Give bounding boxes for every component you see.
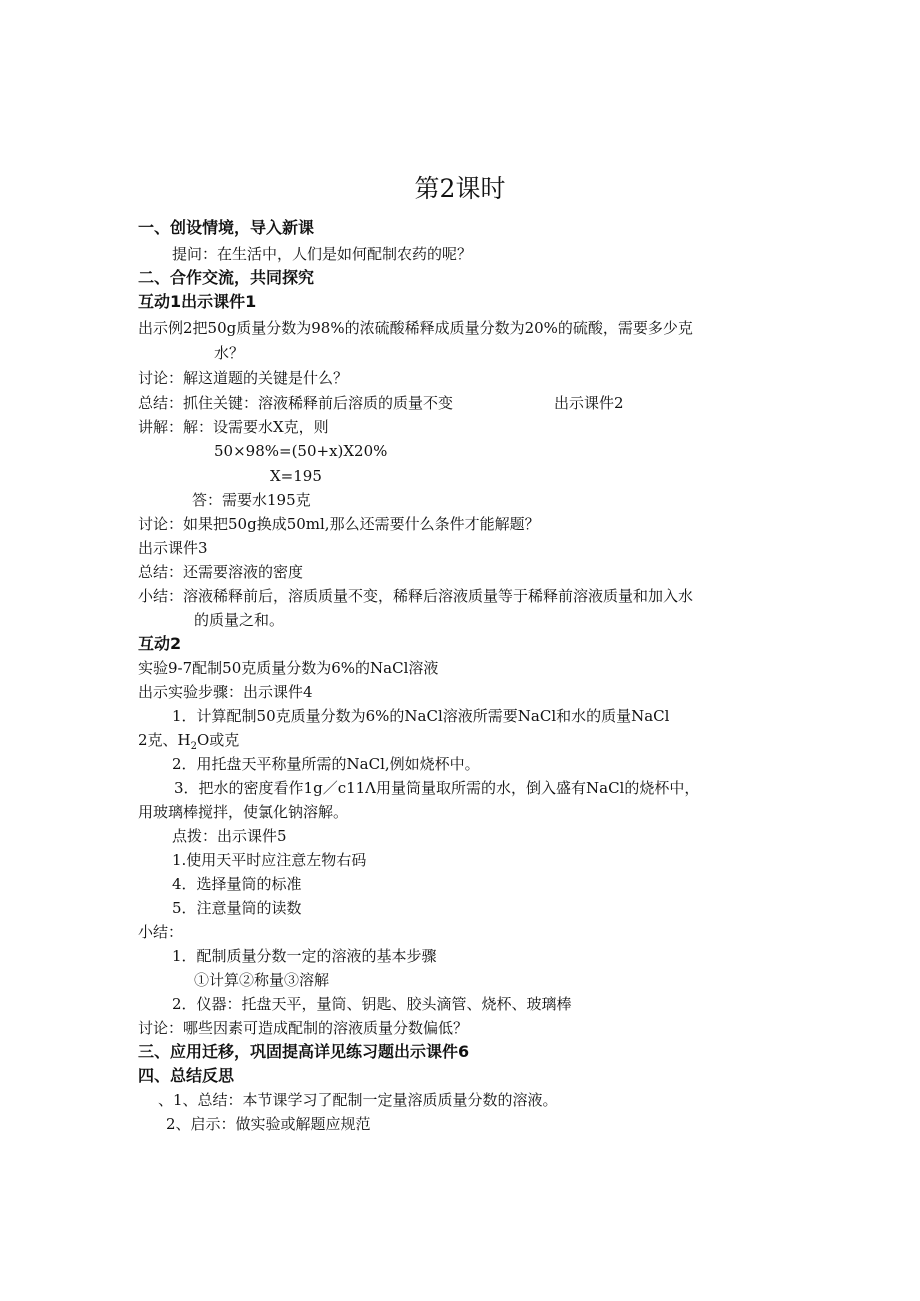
courseware2-text: 出示课件2 <box>554 394 624 412</box>
step1-line2-b: O或克 <box>197 731 240 749</box>
document-title: 第2课时 <box>414 174 506 203</box>
section3-heading: 三、应用迁移，巩固提高详见练习题出示课件6 <box>138 1042 470 1061</box>
discussion3-text: 讨论：哪些因素可造成配制的溶液质量分数偏低？ <box>138 1019 469 1037</box>
step3-line2: 用玻璃棒搅拌，使氯化钠溶解。 <box>138 803 349 821</box>
brief1-steps-text: ①计算②称量③溶解 <box>194 971 330 989</box>
reflection-item1: 、1、总结：本节课学习了配制一定量溶质质量分数的溶液。 <box>158 1091 558 1109</box>
example-line1: 出示例2把50g质量分数为98%的浓硫酸稀释成质量分数为20%的硫酸，需要多少克 <box>138 319 693 337</box>
summary-text: 总结：抓住关键：溶液稀释前后溶质的质量不变 <box>138 394 454 412</box>
interaction1-heading: 互动1出示课件1 <box>138 292 257 311</box>
interaction2-heading: 互动2 <box>138 634 182 653</box>
brief-label: 小结： <box>138 923 184 941</box>
discussion2-text: 讨论：如果把50g换成50ml,那么还需要什么条件才能解题？ <box>138 515 540 533</box>
answer-text: 答：需要水195克 <box>192 491 311 509</box>
example-line2: 水？ <box>214 344 245 362</box>
h2o-subscript: 2 <box>190 741 197 752</box>
reflection-item2: 2、启示：做实验或解题应规范 <box>166 1115 371 1133</box>
brief2-text: 2．仪器：托盘天平，量筒、钥匙、胶头滴管、烧杯、玻璃棒 <box>172 995 572 1013</box>
explain-text: 讲解：解：设需要水X克，则 <box>138 418 329 436</box>
section2-heading: 二、合作交流，共同探究 <box>138 268 315 287</box>
section1-heading: 一、创设情境，导入新课 <box>138 218 315 237</box>
step2-text: 2．用托盘天平称量所需的NaCl,例如烧杯中。 <box>172 755 480 773</box>
steps-intro-text: 出示实验步骤：出示课件4 <box>138 683 313 701</box>
summary2-text: 总结：还需要溶液的密度 <box>138 563 304 581</box>
brief1-text: 1．配制质量分数一定的溶液的基本步骤 <box>172 947 437 965</box>
discussion-text: 讨论：解这道题的关键是什么？ <box>138 369 349 387</box>
step3-line1: 3．把水的密度看作1g／c11Λ用量筒量取所需的水，倒入盛有NaCl的烧杯中， <box>174 779 700 797</box>
equation-text: 50×98%=(50+x)X20% <box>214 442 388 460</box>
tip3-text: 5．注意量筒的读数 <box>172 899 302 917</box>
courseware3-text: 出示课件3 <box>138 539 208 557</box>
step1-line2 <box>138 730 239 757</box>
step1-line1: 1．计算配制50克质量分数为6%的NaCl溶液所需要NaCl和水的质量NaCl <box>172 707 670 725</box>
brief-line1: 小结：溶液稀释前后，溶质质量不变，稀释后溶液质量等于稀释前溶液质量和加入水 <box>138 587 694 605</box>
question-text: 提问：在生活中，人们是如何配制农药的呢？ <box>172 245 473 263</box>
step1-line2-a: 2克、H <box>138 731 191 749</box>
experiment-text: 实验9-7配制50克质量分数为6%的NaCl溶液 <box>138 659 439 677</box>
brief-line2: 的质量之和。 <box>194 611 285 629</box>
tip2-text: 4．选择量筒的标准 <box>172 875 302 893</box>
tip-text: 点拨：出示课件5 <box>172 827 287 845</box>
tip1-text: 1.使用天平时应注意左物右码 <box>172 851 367 869</box>
result-text: X=195 <box>270 467 322 485</box>
section4-heading: 四、总结反思 <box>138 1066 235 1085</box>
